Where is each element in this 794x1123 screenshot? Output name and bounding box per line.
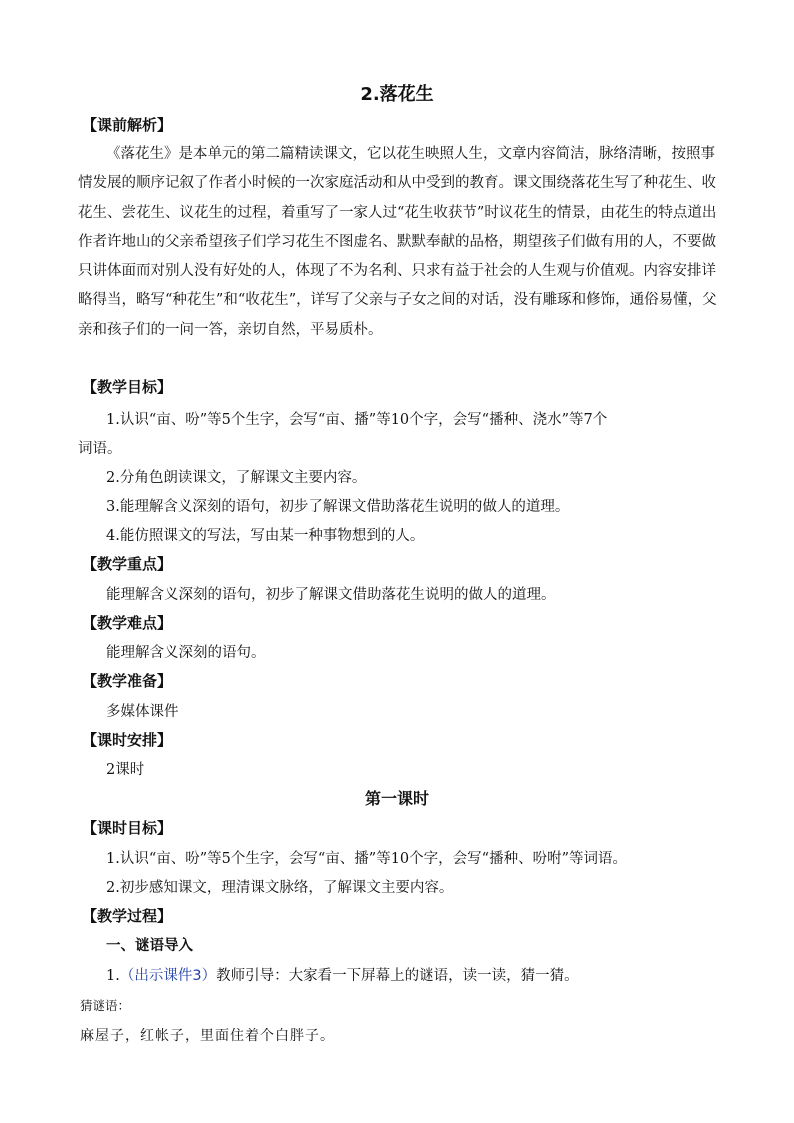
process-heading: 【教学过程】 [82,907,173,925]
difficulty-text: 能理解含义深刻的语句。 [106,645,266,661]
lesson1-title: 第一课时 [364,789,429,808]
lesson-goal-item: 1.认识“亩、吩”等5个生字，会写“亩、播”等10个字，会写“播种、吩咐”等词语。 [106,851,627,867]
lesson-goal-item: 2.初步感知课文，理清课文脉络，了解课文主要内容。 [106,880,454,896]
riddle-text: 麻屋子，红帐子，里面住着个白胖子。 [80,1028,335,1044]
schedule-text: 2课时 [106,762,145,778]
pre-analysis-heading: 【课前解析】 [82,116,173,134]
schedule-heading: 【课时安排】 [82,731,173,749]
prep-heading: 【教学准备】 [82,672,173,690]
step1-heading: 一、谜语导入 [106,938,193,954]
prep-text: 多媒体课件 [106,704,179,720]
goal-item: 2.分角色朗读课文，了解课文主要内容。 [106,470,367,486]
pre-analysis-paragraph [78,140,724,345]
difficulty-heading: 【教学难点】 [82,614,173,632]
goal-item: 1.认识“亩、吩”等5个生字，会写“亩、播”等10个字，会写“播种、浇水”等7个 [106,412,608,428]
courseware-cue: （出示课件3） [119,968,217,984]
goal-item: 词语。 [78,441,122,457]
step1-line [106,964,579,985]
step1-number: 1. [106,968,120,984]
document-title: 2.落花生 [360,84,434,105]
key-heading: 【教学重点】 [82,555,173,573]
goal-item: 4.能仿照课文的写法，写由某一种事物想到的人。 [106,528,425,544]
key-text: 能理解含义深刻的语句，初步了解课文借助落花生说明的做人的道理。 [106,587,556,603]
goal-item: 3.能理解含义深刻的语句，初步了解课文借助落花生说明的做人的道理。 [106,499,570,515]
riddle-label: 猜谜语： [80,998,131,1013]
lesson-goals-heading: 【课时目标】 [82,819,173,837]
pre-analysis-text: 《落花生》是本单元的第二篇精读课文，它以花生映照人生，文章内容简洁，脉络清晰，按照事情发展的顺序记叙了作者小时候的一次家庭活动和从中受到的教育。课文围绕落花生写了种花生、收花生、尝花生、议花生的过程，着重写了一家人过“花生收获节”时议花生的情景，由花生的特点道出作者许地山的父亲希望孩子们学习花生不图虚名、默默奉献的品格，期望孩子们做有用的人，不要做只讲体面而对别人没有好处的人，体现了不为名利、只求有益于社会的人生观与价值观。内容安排详略得当，略写“种花生”和“收花生”，详写了父亲与子女之间的对话，没有雕琢和修饰，通俗易懂，父亲和孩子们的一问一答，亲切自然，平易质朴。 [78,146,717,338]
step1-text: 教师引导：大家看一下屏幕上的谜语，读一读，猜一猜。 [216,968,579,984]
goals-heading: 【教学目标】 [82,378,173,396]
